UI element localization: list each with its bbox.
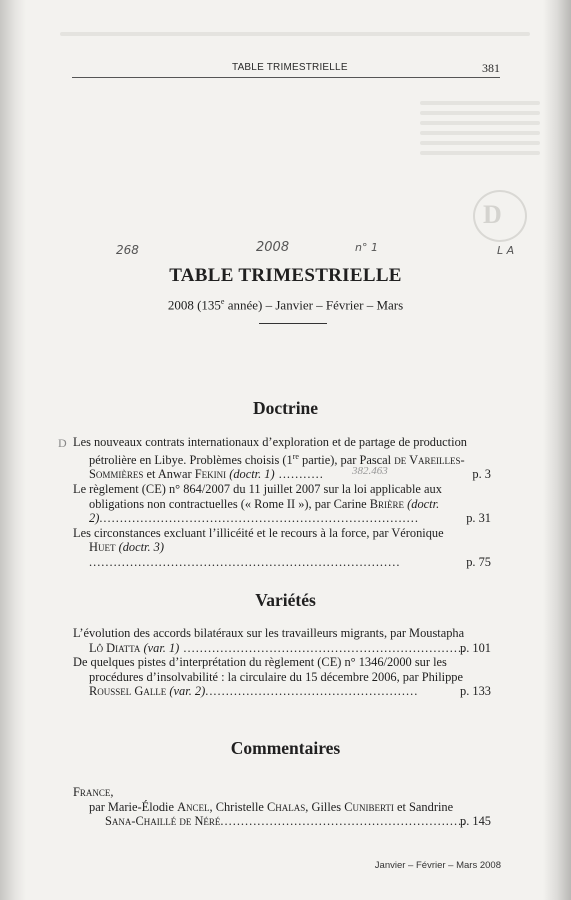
handwritten-note: n° 1	[355, 241, 378, 254]
running-header	[72, 62, 500, 78]
bleed-through-text	[60, 26, 530, 40]
pencil-annotation: 382.463	[352, 465, 388, 477]
page-number: 381	[482, 61, 500, 75]
bleed-through-block	[420, 95, 540, 161]
section-heading-varietes: Variétés	[255, 590, 316, 610]
toc-entry[interactable]: par Marie-Élodie Ancel, Christelle Chalas, Gilles Cuniberti et Sandrine Sana-Chaillé de Néré............................................................ p. 145	[89, 799, 491, 829]
section-heading-doctrine: Doctrine	[252, 398, 319, 418]
toc-entry[interactable]: Les circonstances excluant l’illicéité et le recours à la force, par Véronique Huet (doctr. 3) ............................................................................ p. 75	[73, 525, 491, 569]
page-gutter-shadow	[0, 0, 26, 900]
margin-mark: D	[58, 436, 67, 450]
title-rule	[259, 323, 327, 324]
page-reference: p. 133	[460, 684, 491, 699]
page-reference: p. 101	[460, 640, 491, 655]
commentaires-entries	[73, 785, 491, 829]
toc-entry[interactable]: Le règlement (CE) n° 864/2007 du 11 juillet 2007 sur la loi applicable aux obligations non contractuelles (« Rome II »), par Carine Brière (doctr. 2).............................................................................. p. 31	[73, 481, 491, 526]
country-label: France,	[73, 785, 114, 799]
stamp-letter: D	[483, 200, 502, 229]
page-reference: p. 75	[466, 554, 491, 569]
issue-subtitle: 2008 (135e année) – Janvier – Février – Mars	[167, 297, 404, 313]
page-edge-shadow	[543, 0, 571, 900]
handwritten-note: 2008	[256, 240, 290, 255]
page-reference: p. 145	[460, 814, 491, 829]
toc-entry[interactable]: L’évolution des accords bilatéraux sur les travailleurs migrants, par Moustapha Lô Diatta (var. 1) ..................................................................... p. 101	[73, 626, 491, 655]
page-title: TABLE TRIMESTRIELLE	[169, 265, 402, 286]
page-footer: Janvier – Février – Mars 2008	[374, 860, 501, 871]
header-rule	[72, 77, 500, 78]
toc-entry[interactable]: Les nouveaux contrats internationaux d’exploration et de partage de production pétrolière en Libye. Problèmes choisis (1re partie), par Pascal de Vareilles-Sommières et Anwar Fekini (doctr. 1) ........... p. 3	[73, 435, 491, 482]
page-reference: p. 3	[472, 467, 491, 482]
varietes-entries	[73, 626, 491, 699]
page-reference: p. 31	[466, 511, 491, 526]
handwritten-note: 268	[116, 243, 139, 257]
toc-entry[interactable]: De quelques pistes d’interprétation du règlement (CE) n° 1346/2000 sur les procédures d’insolvabilité : la circulaire du 15 décembre 2006, par Philippe Roussel Galle (var. 2).................................................... p. 133	[73, 655, 491, 699]
handwritten-note: L A	[497, 244, 515, 257]
doctrine-entries	[73, 435, 491, 569]
running-title: TABLE TRIMESTRIELLE	[232, 62, 348, 73]
section-heading-commentaires: Commentaires	[230, 738, 341, 758]
